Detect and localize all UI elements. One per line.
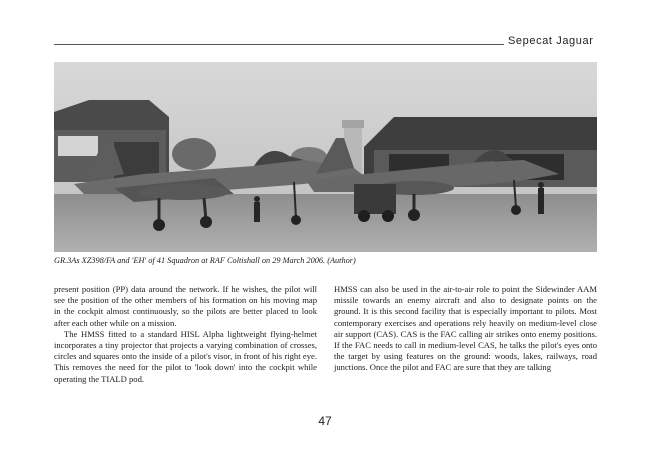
paragraph: The HMSS fitted to a standard HISL Alpha lightweight flying-helmet incorporates a tiny projector that projects a varying combination of crosses, circles and squares onto the inside of a pilot's visor, in front of his right eye. This removes the need for the pilot to 'look down' into the cockpit while operating the TIALD pod.	[54, 328, 317, 384]
paragraph: present position (PP) data around the network. If he wishes, the pilot will see the position of the other members of his formation on his moving map in the cockpit almost continuously, so the pilots are better placed to look after each other while on a mission.	[54, 284, 317, 328]
body-column-right	[334, 284, 597, 374]
figure-caption: GR.3As XZ398/FA and 'EH' of 41 Squadron at RAF Coltishall on 29 March 2006. (Author)	[54, 256, 356, 265]
body-column-left	[54, 284, 317, 385]
aircraft-photo	[54, 62, 597, 252]
running-head: Sepecat Jaguar	[508, 35, 594, 47]
page-number: 47	[318, 414, 332, 428]
paragraph: HMSS can also be used in the air-to-air role to point the Sidewinder AAM missile towards an enemy aircraft and also to designate points on the ground. It is this second facility that is especially important to pilots. Most contemporary exercises and operations rely heavily on medium-level close air support (CAS). CAS is the FAC calling air strikes onto enemy positions. If the FAC needs to call in medium-level CAS, he talks the pilot's eyes onto the target by using features on the ground: woods, lakes, railways, road junctions. Once the pilot and FAC are sure that they are talking	[334, 284, 597, 373]
header-rule	[54, 44, 504, 45]
